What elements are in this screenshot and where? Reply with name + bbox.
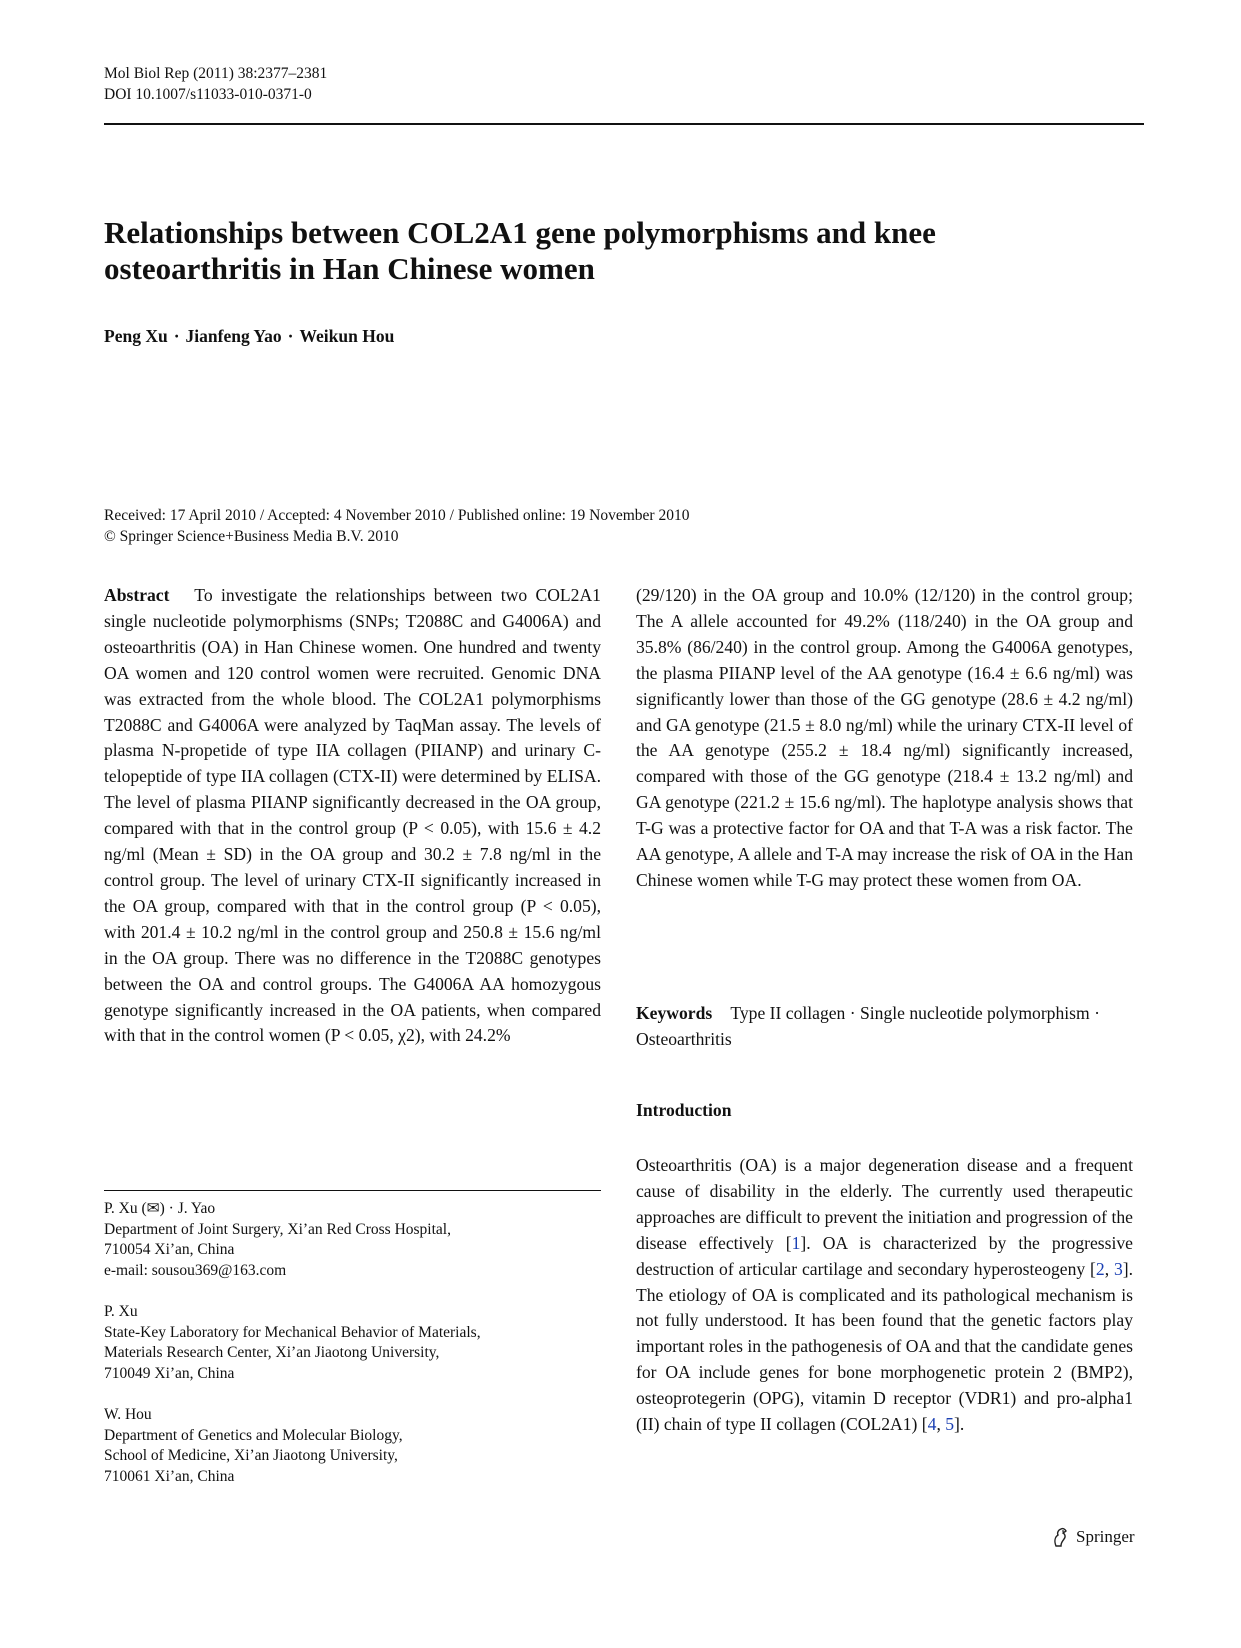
author-list <box>104 326 394 347</box>
affiliation-names: P. Xu <box>104 1303 138 1320</box>
copyright-line: © Springer Science+Business Media B.V. 2010 <box>104 528 399 545</box>
affiliation-line: State-Key Laboratory for Mechanical Behavior of Materials, <box>104 1323 481 1341</box>
affiliation-line: Department of Genetics and Molecular Biology, <box>104 1426 403 1444</box>
intro-text: ]. <box>954 1414 965 1435</box>
citation-link[interactable]: 1 <box>791 1232 801 1253</box>
abstract-right-column <box>636 583 1133 894</box>
keywords <box>636 1000 1133 1052</box>
paper-title: Relationships between COL2A1 gene polymorphisms and knee osteoarthritis in Han Chinese women <box>104 215 936 286</box>
affiliation-line: Department of Joint Surgery, Xi’an Red Cross Hospital, <box>104 1220 451 1238</box>
abstract-left-column <box>104 583 601 1049</box>
springer-horse-icon <box>1050 1526 1070 1548</box>
keywords-label: Keywords <box>636 1003 713 1023</box>
affiliation-names: P. Xu (✉) · J. Yao <box>104 1200 216 1217</box>
abstract-text-left: To investigate the relationships between two COL2A1 single nucleotide polymorphisms (SNPs; T2088C and G4006A) and osteoarthritis (OA) in Han Chinese women. One hundred and twenty OA women and 120 control women were recruited. Genomic DNA was extracted from the whole blood. The COL2A1 polymorphisms T2088C and G4006A were analyzed by TaqMan assay. The levels of plasma N-propetide of type IIA collagen (PIIANP) and urinary C-telopeptide of type IIA collagen (CTX-II) were determined by ELISA. The level of plasma PIIANP significantly decreased in the OA group, compared with that in the control group (P < 0.05), with 15.6 ± 4.2 ng/ml (Mean ± SD) in the OA group and 30.2 ± 7.8 ng/ml in the control group. The level of urinary CTX-II significantly increased in the OA group, compared with that in the control group (P < 0.05), with 201.4 ± 10.2 ng/ml in the control group and 250.8 ± 15.6 ng/ml in the OA group. There was no difference in the T2088C genotypes between the OA and control groups. The G4006A AA homozygous genotype significantly increased in the OA patients, when compared with that in the control women (P < 0.05, χ2), with 24.2% <box>104 585 601 1046</box>
publication-dates <box>104 505 689 547</box>
affiliation-block <box>104 1405 601 1487</box>
introduction-heading: Introduction <box>636 1100 732 1120</box>
author-name: Weikun Hou <box>299 326 395 346</box>
affiliation-line: 710054 Xi’an, China <box>104 1241 235 1258</box>
intro-text: Osteoarthritis (OA) is a major degeneration disease and a frequent cause of disability in the elderly. The currently used therapeutic approaches are difficult to prevent the initiation and progression of the disease effectively <box>636 1155 1133 1253</box>
journal-header <box>104 63 327 105</box>
doi: DOI 10.1007/s11033-010-0371-0 <box>104 86 312 103</box>
separator-dot: · <box>287 326 294 346</box>
affiliation-line: 710061 Xi’an, China <box>104 1467 235 1485</box>
affiliation-line: Materials Research Center, Xi’an Jiaotong University, <box>104 1344 440 1361</box>
abstract-label: Abstract <box>104 585 170 605</box>
affiliation-line: School of Medicine, Xi’an Jiaotong University, <box>104 1447 398 1464</box>
publisher-name: Springer <box>1076 1527 1135 1546</box>
affiliation-rule <box>104 1190 601 1191</box>
citation-link[interactable]: 3 <box>1113 1258 1123 1279</box>
keywords-text: Type II collagen · Single nucleotide polymorphism · Osteoarthritis <box>636 1003 1100 1049</box>
author-name: Jianfeng Yao <box>185 326 282 346</box>
springer-logo <box>1050 1526 1135 1548</box>
journal-citation: Mol Biol Rep (2011) 38:2377–2381 <box>104 65 328 82</box>
received-accepted-line: Received: 17 April 2010 / Accepted: 4 November 2010 / Published online: 19 November 2010 <box>104 507 690 524</box>
affiliation-names: W. Hou <box>104 1406 152 1423</box>
affiliation-block <box>104 1302 601 1384</box>
citation-link[interactable]: 4 <box>927 1414 937 1435</box>
affiliation-block <box>104 1199 601 1281</box>
affiliation-line: 710049 Xi’an, China <box>104 1364 235 1382</box>
introduction-paragraph: Osteoarthritis (OA) is a major degeneration disease and a frequent cause of disability in the elderly. The currently used therapeutic approaches are difficult to prevent the initiation and progression of the disease effectively [1]. OA is characterized by the progressive destruction of articular cartilage and secondary hyperosteogeny [2, 3]. The etiology of OA is complicated and its pathological mechanism is not fully understood. It has been found that the genetic factors play important roles in the pathogenesis of OA and that the candidate genes for OA include genes for bone morphogenetic protein 2 (BMP2), osteoprotegerin (OPG), vitamin D receptor (VDR1) and pro-alpha1 (II) chain of type II collagen (COL2A1) [4, 5]. <box>636 1155 1133 1435</box>
email-line[interactable]: e-mail: sousou369@163.com <box>104 1261 287 1279</box>
abstract-text-right: (29/120) in the OA group and 10.0% (12/120) in the control group; The A allele accounted for 49.2% (118/240) in the OA group and 35.8% (86/240) in the control group. Among the G4006A genotypes, the plasma PIIANP level of the AA genotype (16.4 ± 6.6 ng/ml) was significantly lower than those of the GG genotype (28.6 ± 4.2 ng/ml) and GA genotype (21.5 ± 8.0 ng/ml) while the urinary CTX-II level of the AA genotype (255.2 ± 18.4 ng/ml) significantly increased, compared with those of the GG genotype (218.4 ± 13.2 ng/ml) and GA genotype (221.2 ± 15.6 ng/ml). The haplotype analysis shows that T-G was a protective factor for OA and that T-A was a risk factor. The AA genotype, A allele and T-A may increase the risk of OA in the Han Chinese women while T-G may protect these women from OA. <box>636 585 1133 890</box>
citation-link[interactable]: 5 <box>945 1414 955 1435</box>
citation-link[interactable]: 2 <box>1095 1258 1105 1279</box>
separator-dot: · <box>173 326 180 346</box>
author-name: Peng Xu <box>104 326 168 346</box>
intro-text: . OA is characterized by the progressive destruction of articular cartilage and secondary hyperosteogeny [ <box>636 1232 1133 1279</box>
intro-text: ]. The etiology of OA is complicated and its pathological mechanism is not fully understood. It has been found that the genetic factors play important roles in the pathogenesis of OA and that the candidate genes for OA include genes for bone morphogenetic protein 2 (BMP2), osteoprotegerin (OPG), vitamin D receptor (VDR1) and pro-alpha1 (II) chain of type II collagen (COL2A1) [ <box>636 1258 1133 1435</box>
header-rule <box>104 123 1144 125</box>
